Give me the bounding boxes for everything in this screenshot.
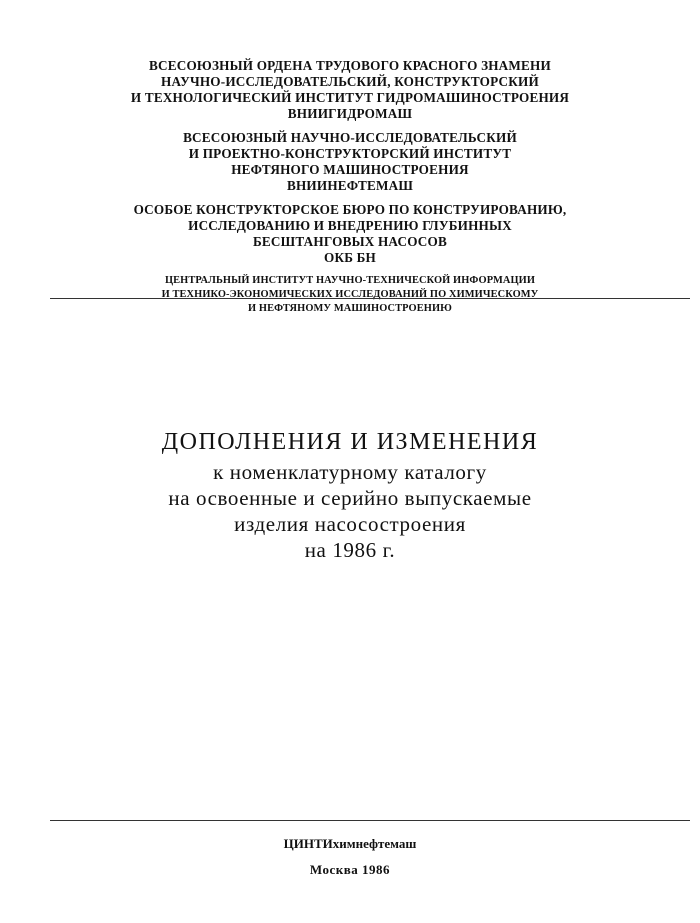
org-line: НЕФТЯНОГО МАШИНОСТРОЕНИЯ [231, 162, 469, 177]
organization-okb-bn [0, 202, 700, 266]
organizations-header [0, 58, 700, 324]
title-line: к номенклатурному каталогу [213, 460, 487, 484]
org-line: ИССЛЕДОВАНИЮ И ВНЕДРЕНИЮ ГЛУБИННЫХ [188, 218, 512, 233]
publisher-name: ЦИНТИхимнефтемаш [283, 836, 417, 851]
org-line: БЕСШТАНГОВЫХ НАСОСОВ [253, 234, 447, 249]
org-line: ОСОБОЕ КОНСТРУКТОРСКОЕ БЮРО ПО КОНСТРУИРОВАНИЮ, [133, 202, 567, 217]
organization-vniigidromash [0, 58, 700, 122]
org-line: И ПРОЕКТНО-КОНСТРУКТОРСКИЙ ИНСТИТУТ [188, 146, 512, 161]
top-divider [50, 298, 690, 299]
imprint [0, 836, 700, 878]
place-year: Москва 1986 [309, 862, 391, 877]
title-line: изделия насосостроения [234, 512, 466, 536]
document-title [0, 427, 700, 563]
org-line: И ТЕХНОЛОГИЧЕСКИЙ ИНСТИТУТ ГИДРОМАШИНОСТРОЕНИЯ [130, 90, 570, 105]
org-abbreviation: ОКБ БН [323, 250, 376, 265]
org-line: И НЕФТЯНОМУ МАШИНОСТРОЕНИЮ [248, 303, 452, 314]
organization-vniineftemash [0, 130, 700, 194]
org-line: ЦЕНТРАЛЬНЫЙ ИНСТИТУТ НАУЧНО-ТЕХНИЧЕСКОЙ ИНФОРМАЦИИ [164, 275, 536, 286]
org-abbreviation: ВНИИНЕФТЕМАШ [286, 178, 414, 193]
org-line: НАУЧНО-ИССЛЕДОВАТЕЛЬСКИЙ, КОНСТРУКТОРСКИЙ [161, 74, 539, 89]
org-line: ВСЕСОЮЗНЫЙ НАУЧНО-ИССЛЕДОВАТЕЛЬСКИЙ [183, 130, 517, 145]
org-line: И ТЕХНИКО-ЭКОНОМИЧЕСКИХ ИССЛЕДОВАНИЙ ПО ХИМИЧЕСКОМУ [161, 289, 539, 300]
title-year: на 1986 г. [304, 538, 396, 562]
org-line: ВСЕСОЮЗНЫЙ ОРДЕНА ТРУДОВОГО КРАСНОГО ЗНАМЕНИ [149, 58, 551, 73]
title-line: на освоенные и серийно выпускаемые [168, 486, 532, 510]
bottom-divider [50, 820, 690, 821]
title-main: ДОПОЛНЕНИЯ И ИЗМЕНЕНИЯ [161, 429, 539, 455]
organization-cintikhimneftemash [0, 274, 700, 316]
org-abbreviation: ВНИИГИДРОМАШ [287, 106, 413, 121]
